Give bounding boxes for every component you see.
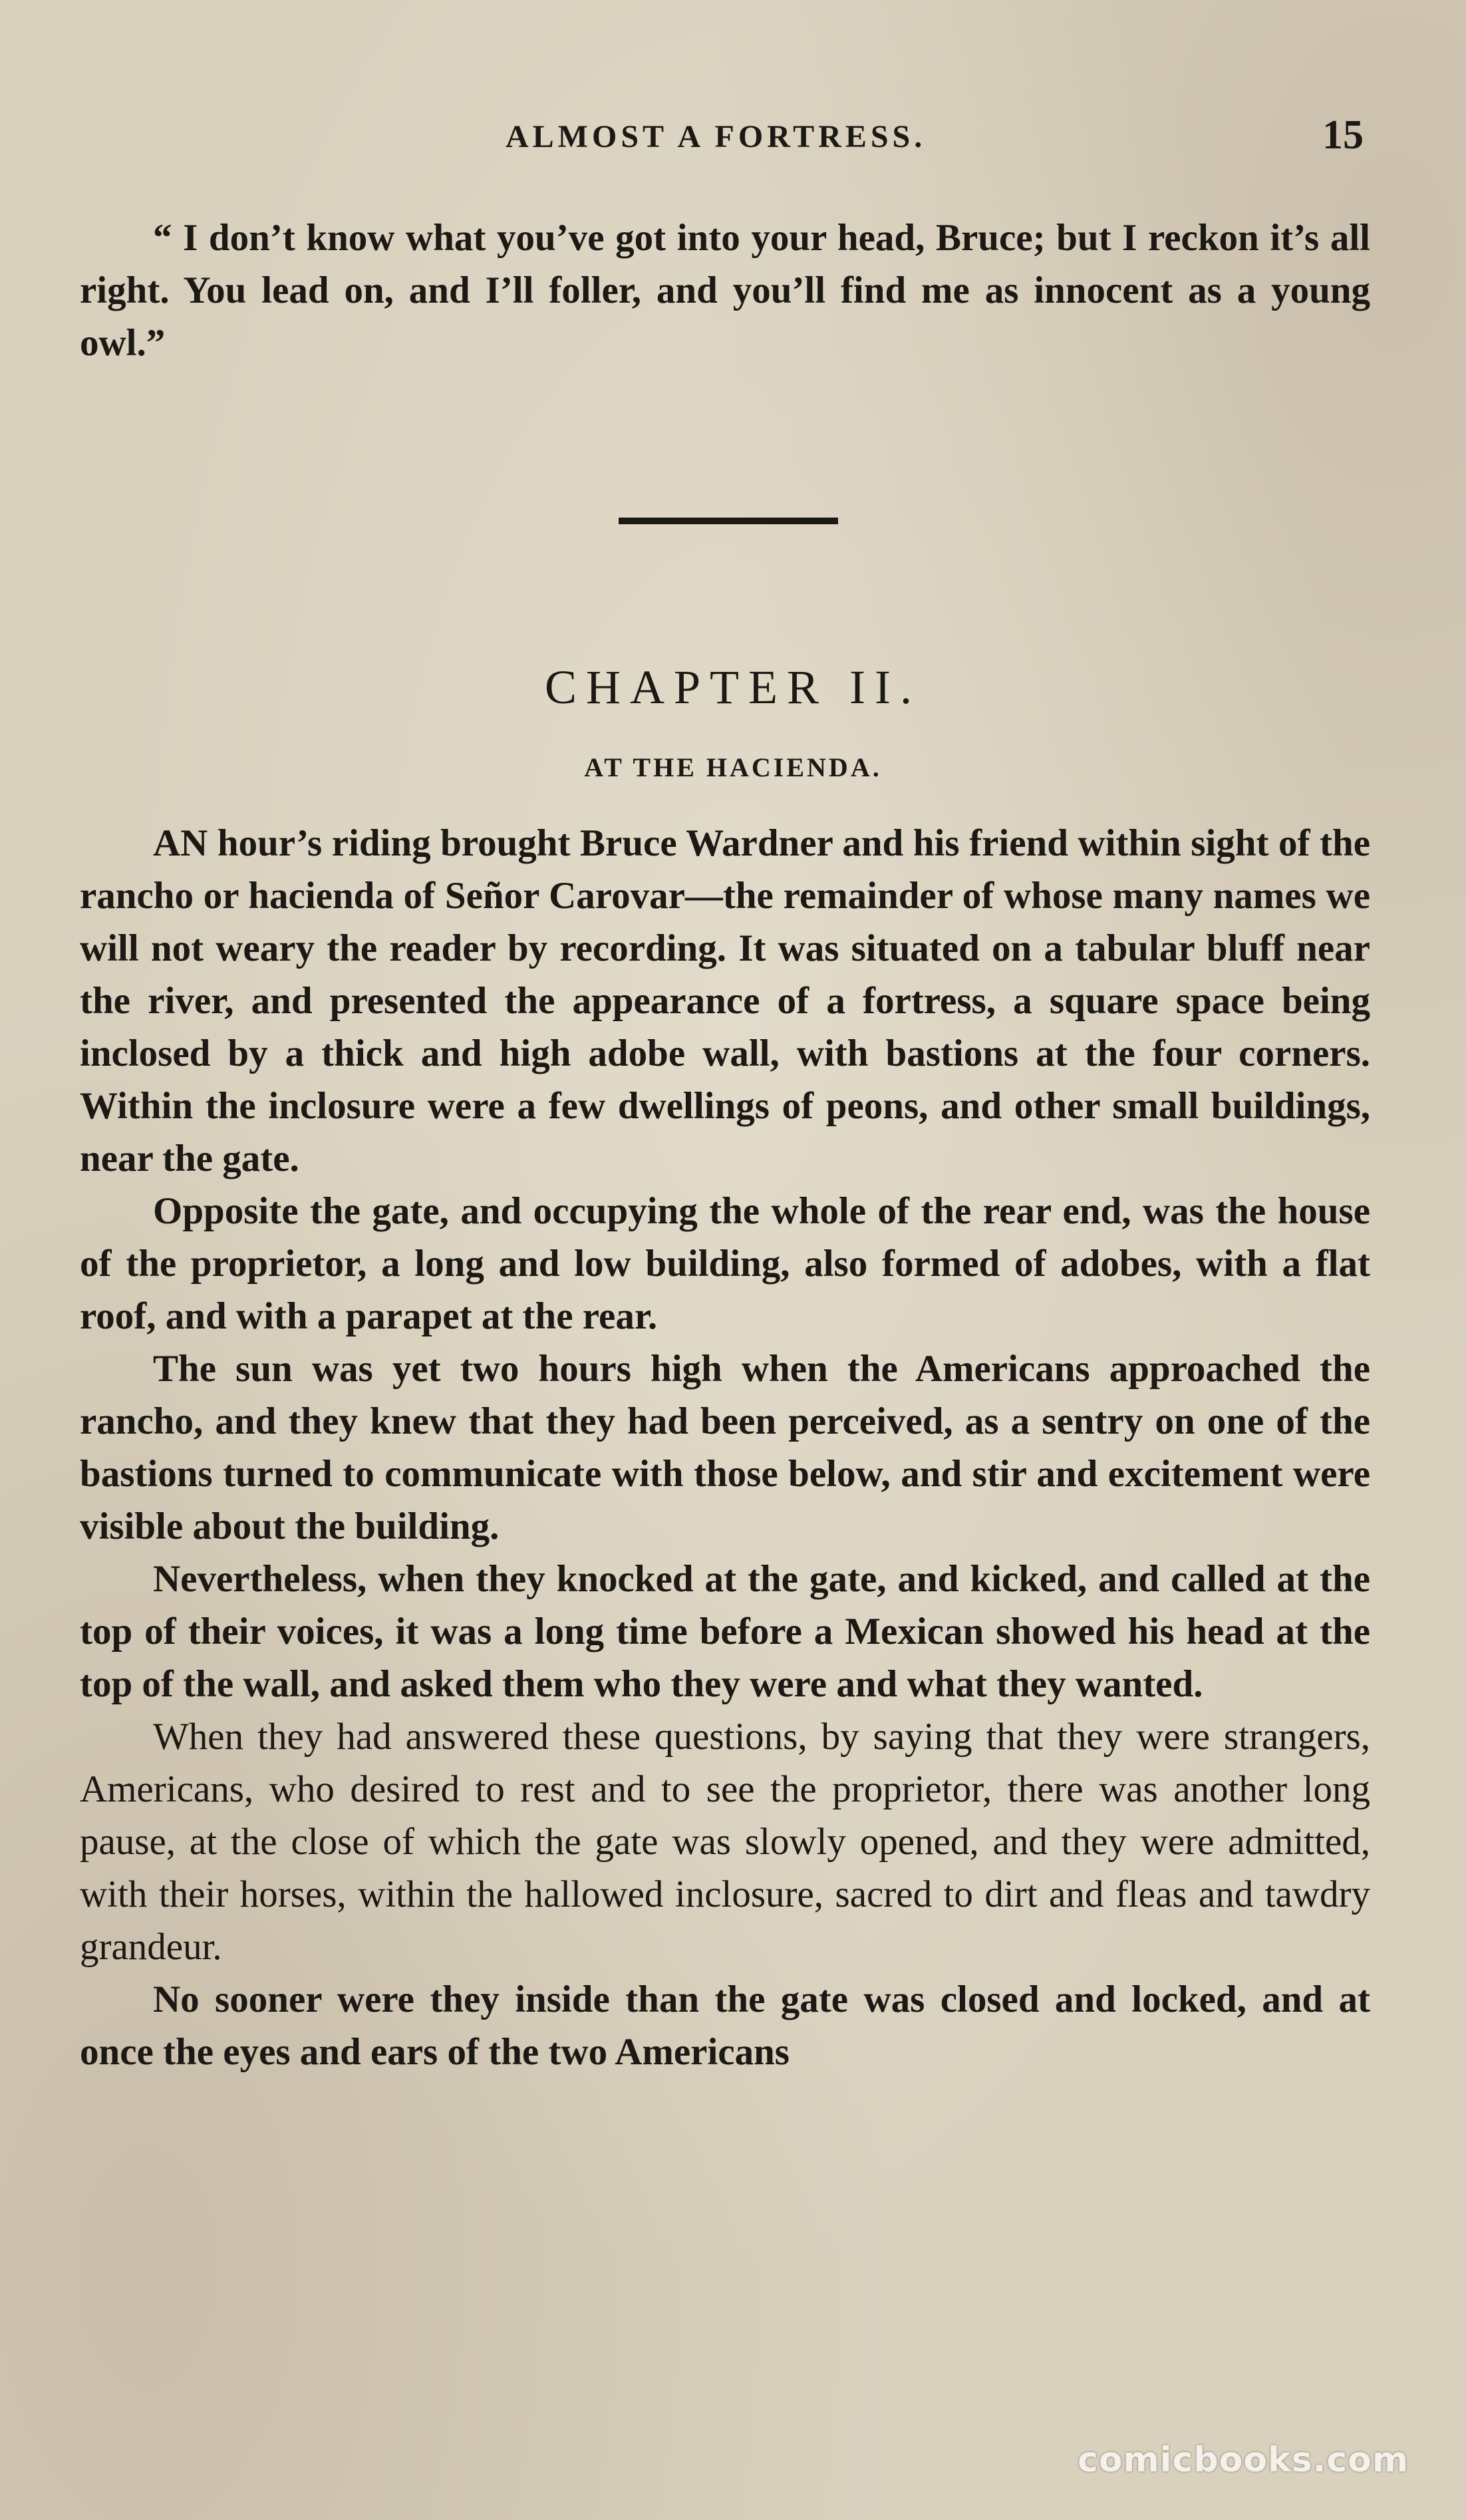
paragraph: AN hour’s riding brought Bruce Wardner and his friend within sight of the rancho or hacienda of Señor Carovar—the remainder of whose many names we will not weary the reader by recording. It was situated on a tabular bluff near the river, and presented the appearance of a fortress, a square space being inclosed by a thick and high adobe wall, with bastions at the four corners. Within the inclosure were a few dwellings of peons, and other small buildings, near the gate. bbox=[80, 822, 1370, 1180]
paragraph: No sooner were they inside than the gate was closed and locked, and at once the eyes and ears of the two Americans bbox=[80, 1978, 1370, 2073]
paragraph: The sun was yet two hours high when the Americans approached the rancho, and they knew that they had been perceived, as a sentry on one of the bastions turned to communicate with those below, and stir and excitement were visible about the building. bbox=[80, 1348, 1370, 1547]
paragraph: Opposite the gate, and occupying the whole of the rear end, was the house of the proprietor, a long and low building, also formed of adobes, with a flat roof, and with a parapet at the rear. bbox=[80, 1190, 1370, 1337]
chapter-title: CHAPTER II. bbox=[545, 661, 921, 714]
chapter-body bbox=[80, 817, 1370, 2078]
section-divider bbox=[619, 518, 838, 524]
paragraph: Nevertheless, when they knocked at the gate, and kicked, and called at the top of their voices, it was a long time before a Mexican showed his head at the top of the wall, and asked them who they were and what they wanted. bbox=[80, 1558, 1370, 1705]
chapter-subtitle: AT THE HACIENDA. bbox=[584, 752, 882, 782]
watermark: comicbooks.com bbox=[1078, 2440, 1409, 2480]
opening-quote-block bbox=[80, 212, 1370, 369]
paragraph: When they had answered these questions, by saying that they were strangers, Americans, who desired to rest and to see the proprietor, there was another long pause, at the close of which the gate was slowly opened, and they were admitted, with their horses, within the hallowed inclosure, sacred to dirt and fleas and tawdry grandeur. bbox=[80, 1716, 1370, 1968]
running-head: ALMOST A FORTRESS. bbox=[506, 119, 927, 154]
page-number: 15 bbox=[1322, 112, 1364, 158]
opening-quote: “ I don’t know what you’ve got into your head, Bruce; but I reckon it’s all right. You lead on, and I’ll foller, and you’ll find me as innocent as a young owl.” bbox=[80, 217, 1370, 364]
